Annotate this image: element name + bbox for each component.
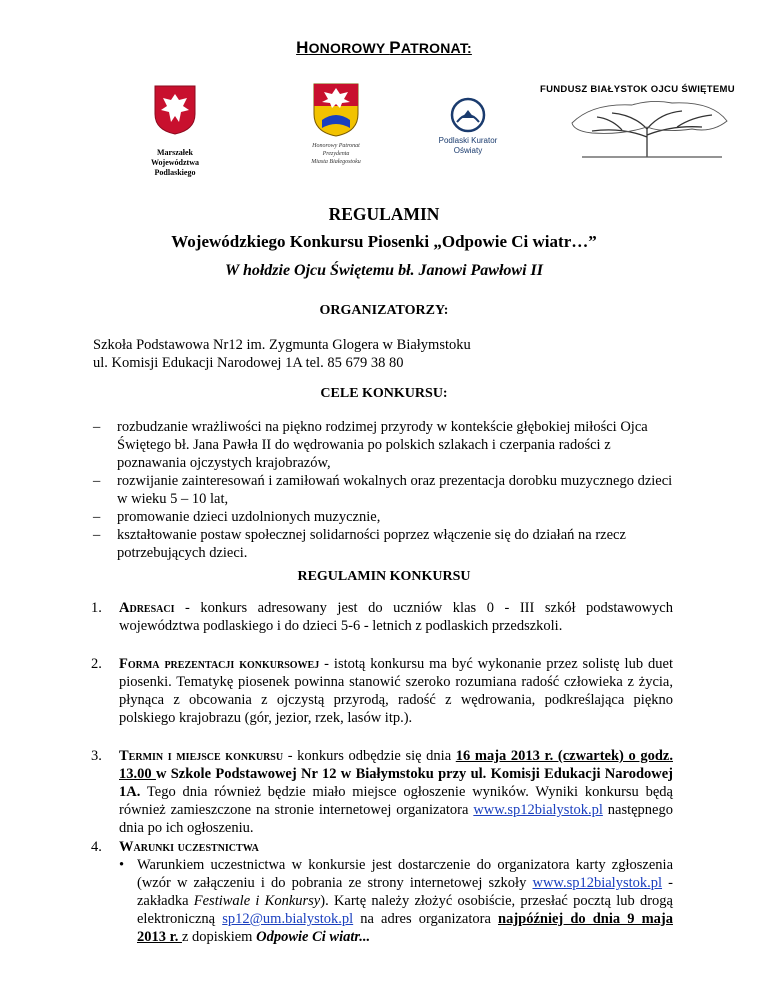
- prezydent-caption-2: Prezydenta: [322, 151, 350, 157]
- fundusz-logo: [540, 84, 754, 164]
- prezydent-caption-1: Honorowy Patronat: [312, 143, 360, 149]
- rule-2-text: - istotą konkursu ma być wykonanie przez solistę lub duet piosenki. Tematykę piosenek powinna stanowić szeroko rozumiana radość człowieka z życia, płynąca z obcowania z ojczystą przyrodą, radość z wędrowania, podkreślająca piękno polskiego krajobrazu (gór, jezior, rzek, lasów itp.).: [119, 656, 673, 726]
- kurator-caption-2: Oświaty: [453, 146, 483, 155]
- kurator-caption-1: Podlaski Kurator: [438, 136, 498, 145]
- prezydent-logo: [300, 82, 372, 166]
- dash-icon: –: [93, 473, 101, 489]
- marszalek-caption-2: Województwa Podlaskiego: [151, 158, 199, 177]
- document-dedication: W hołdzie Ojcu Świętemu bł. Janowi Pawłowi II: [225, 262, 543, 279]
- rule-3-number: 3.: [91, 748, 102, 764]
- rule-4-deadline: najpóźniej do dnia 9 maja 2013 r.: [137, 911, 673, 945]
- goals-list: [93, 418, 673, 562]
- rule-4-email-link[interactable]: sp12@um.bialystok.pl: [222, 911, 354, 927]
- rule-3-label: Termin i miejsce konkursu: [119, 748, 284, 764]
- rule-4-condition: • Warunkiem uczestnictwa w konkursie jest dostarczenie do organizatora karty zgłoszenia (wzór w załączeniu i do pobrania ze strony internetowej szkoły www.sp12bialystok.pl - zakładka Festiwale i Konkursy). Kartę należy złożyć osobiście, przesłać pocztą lub drogą elektroniczną sp12@um.bialystok.pl na adres organizatora najpóźniej do dnia 9 maja 2013 r. z dopiskiem Odpowie Ci wiatr...: [119, 857, 673, 945]
- marszalek-logo: [135, 84, 215, 178]
- rule-4-note: Odpowie Ci wiatr...: [256, 929, 371, 945]
- tree-illustration-icon: [552, 97, 742, 159]
- rule-2-label: Forma prezentacji konkursowej: [119, 656, 320, 672]
- rule-4-number: 4.: [91, 839, 102, 855]
- goal-item: – rozbudzanie wrażliwości na piękno rodzimej przyrody w kontekście głębokiej miłości Ojca Świętego bł. Jana Pawła II do wędrowania po polskich szlakach i czerpania radości z poznawania ojczystych krajobrazów,: [93, 419, 648, 471]
- prezydent-caption-3: Miasta Białegostoku: [311, 159, 361, 165]
- marszalek-caption-1: Marszałek: [157, 148, 193, 157]
- rule-4: [91, 838, 673, 856]
- kurator-emblem-icon: [448, 96, 488, 134]
- patronage-heading: HONOROWY PATRONAT:: [296, 38, 472, 57]
- rule-3-text-3: następnego dnia po ich ogłoszeniu.: [119, 802, 673, 836]
- rules-heading: REGULAMIN KONKURSU: [297, 569, 471, 584]
- rule-1-label: Adresaci: [119, 600, 175, 616]
- organizers-heading: ORGANIZATORZY:: [319, 303, 449, 318]
- bullet-icon: •: [119, 857, 125, 873]
- rule-3-date: 16 maja 2013 r. (czwartek) o godz. 13.00: [119, 748, 673, 782]
- goal-item: – promowanie dzieci uzdolnionych muzycznie,: [93, 509, 381, 525]
- rule-2: [91, 655, 673, 727]
- rule-4-label: Warunki uczestnictwa: [119, 839, 259, 855]
- rule-4-tab-name: Festiwale i Konkursy: [193, 893, 321, 909]
- kurator-logo: [432, 96, 504, 156]
- rule-3-website-link[interactable]: www.sp12bialystok.pl: [473, 802, 603, 818]
- fundusz-caption: FUNDUSZ BIAŁYSTOK OJCU ŚWIĘTEMU: [540, 84, 735, 95]
- organizers-line-1: Szkoła Podstawowa Nr12 im. Zygmunta Glogera w Białymstoku: [93, 337, 471, 353]
- rule-3-text-2: Tego dnia również będzie miało miejsce ogłoszenie wyników. Wyniki konkursu będą również zamieszczone na stronie internetowej organizatora: [119, 784, 673, 818]
- bialystok-shield-icon: [312, 82, 360, 138]
- document-subtitle: Wojewódzkiego Konkursu Piosenki „Odpowie Ci wiatr…”: [171, 232, 597, 251]
- rule-2-number: 2.: [91, 656, 102, 672]
- rule-3-text-1: - konkurs odbędzie się dnia: [283, 748, 456, 764]
- organizers-block: [93, 336, 693, 372]
- goal-item: – rozwijanie zainteresowań i zamiłowań wokalnych oraz prezentacja dorobku muzycznego dzieci w wieku 5 – 10 lat,: [93, 473, 673, 507]
- goal-item: – kształtowanie postaw społecznej solidarności poprzez włączenie się do działań na rzecz potrzebujących dzieci.: [93, 527, 626, 561]
- rule-1-text: - konkurs adresowany jest do uczniów klas 0 - III szkół podstawowych województwa podlaskiego i do dzieci 5-6 - letnich z podlaskich przedszkoli.: [119, 600, 673, 634]
- dash-icon: –: [93, 419, 101, 435]
- organizers-line-2: ul. Komisji Edukacji Narodowej 1A tel. 85 679 38 80: [93, 355, 404, 371]
- document-title: REGULAMIN: [328, 204, 440, 224]
- rule-4-website-link[interactable]: www.sp12bialystok.pl: [532, 875, 663, 891]
- rule-3: [91, 747, 674, 837]
- rule-3-place: w Szkole Podstawowej Nr 12 w Białymstoku przy ul. Komisji Edukacji Narodowej 1A.: [119, 766, 674, 800]
- podlaskie-shield-icon: [153, 84, 197, 136]
- dash-icon: –: [93, 527, 101, 543]
- rule-1: [91, 599, 673, 635]
- dash-icon: –: [93, 509, 101, 525]
- rule-1-number: 1.: [91, 600, 102, 616]
- goals-heading: CELE KONKURSU:: [320, 386, 448, 401]
